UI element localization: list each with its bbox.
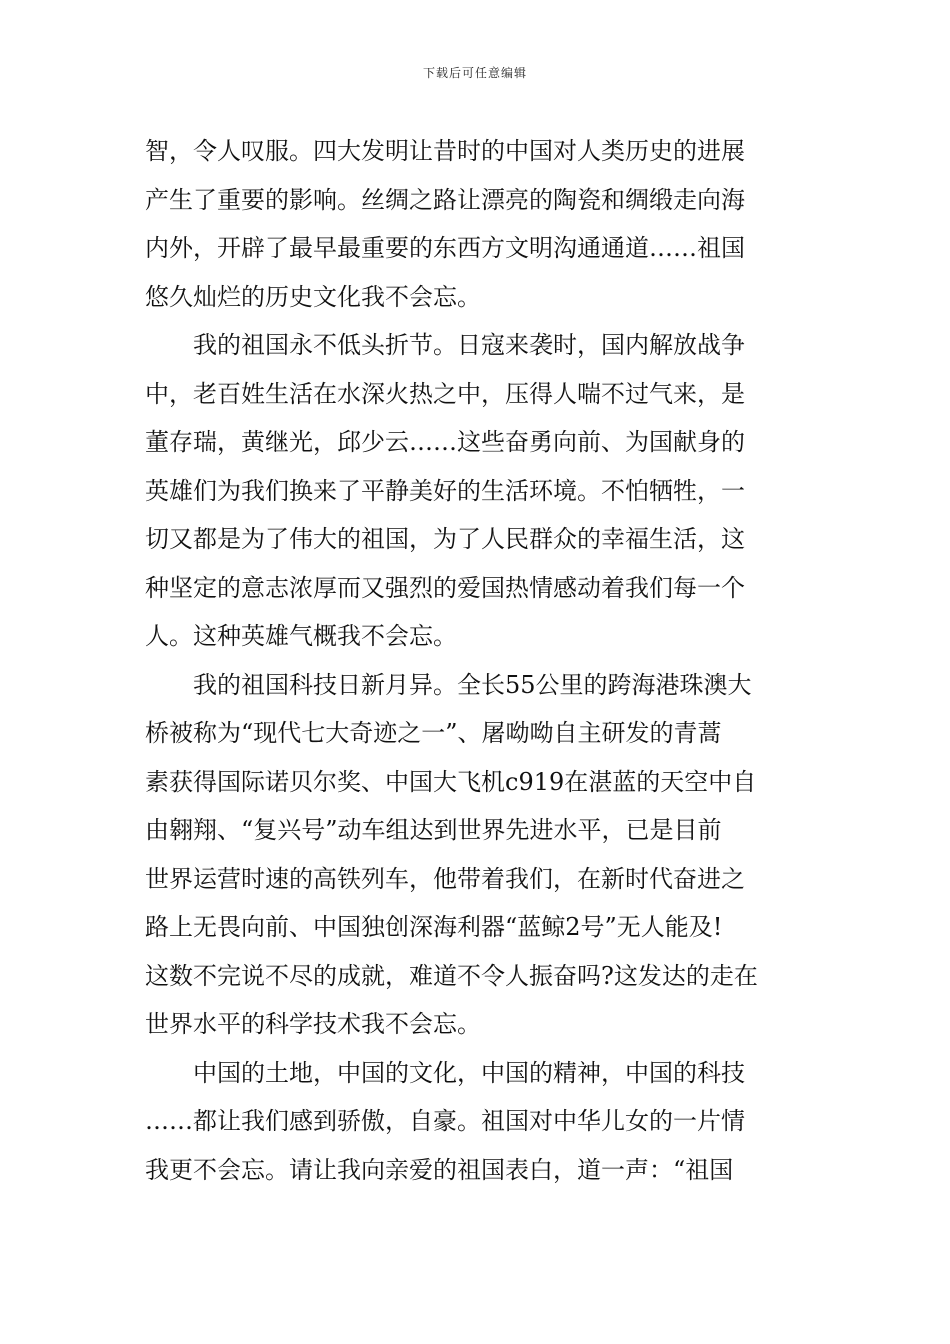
text-line: 种坚定的意志浓厚而又强烈的爱国热情感动着我们每一个 <box>145 573 745 602</box>
text-line: 桥被称为“现代七大奇迹之一”、屠呦呦自主研发的青蒿 <box>145 719 722 747</box>
text-line: 切又都是为了伟大的祖国，为了人民群众的幸福生活，这 <box>145 525 745 553</box>
text-line: 悠久灿烂的历史文化我不会忘。 <box>145 282 481 311</box>
text-line: 素获得国际诺贝尔奖、中国大飞机c919在湛蓝的天空中自 <box>145 767 757 796</box>
paragraph-first-line: 我的祖国永不低头折节。日寇来袭时，国内解放战争 <box>193 331 745 359</box>
text-line: 由翱翔、“复兴号”动车组达到世界先进水平，已是目前 <box>145 816 722 844</box>
paragraph-first-line: 中国的土地，中国的文化，中国的精神，中国的科技 <box>193 1058 745 1087</box>
text-line: 我更不会忘。请让我向亲爱的祖国表白，道一声：“祖国 <box>145 1155 734 1184</box>
text-line: 世界水平的科学技术我不会忘。 <box>145 1010 481 1038</box>
text-line: 产生了重要的影响。丝绸之路让漂亮的陶瓷和绸缎走向海 <box>145 185 745 214</box>
text-line: 人。这种英雄气概我不会忘。 <box>145 622 457 650</box>
paragraph-first-line: 我的祖国科技日新月异。全长55公里的跨海港珠澳大 <box>193 670 752 699</box>
text-line: 董存瑞，黄继光，邱少云……这些奋勇向前、为国献身的 <box>145 428 745 456</box>
document-body <box>145 127 810 1194</box>
text-line: 内外，开辟了最早最重要的东西方文明沟通通道……祖国 <box>145 234 745 262</box>
header-note: 下载后可任意编辑 <box>422 66 527 80</box>
text-line: 路上无畏向前、中国独创深海利器“蓝鲸2号”无人能及! <box>145 913 723 941</box>
text-line: 英雄们为我们换来了平静美好的生活环境。不怕牺牲，一 <box>145 476 745 505</box>
text-line: ……都让我们感到骄傲，自豪。祖国对中华儿女的一片情 <box>145 1107 745 1135</box>
text-line: 中，老百姓生活在水深火热之中，压得人喘不过气来，是 <box>145 379 745 408</box>
text-line: 智，令人叹服。四大发明让昔时的中国对人类历史的进展 <box>145 137 745 165</box>
text-line: 世界运营时速的高铁列车，他带着我们，在新时代奋进之 <box>145 864 745 893</box>
text-line: 这数不完说不尽的成就，难道不令人振奋吗?这发达的走在 <box>145 961 758 990</box>
